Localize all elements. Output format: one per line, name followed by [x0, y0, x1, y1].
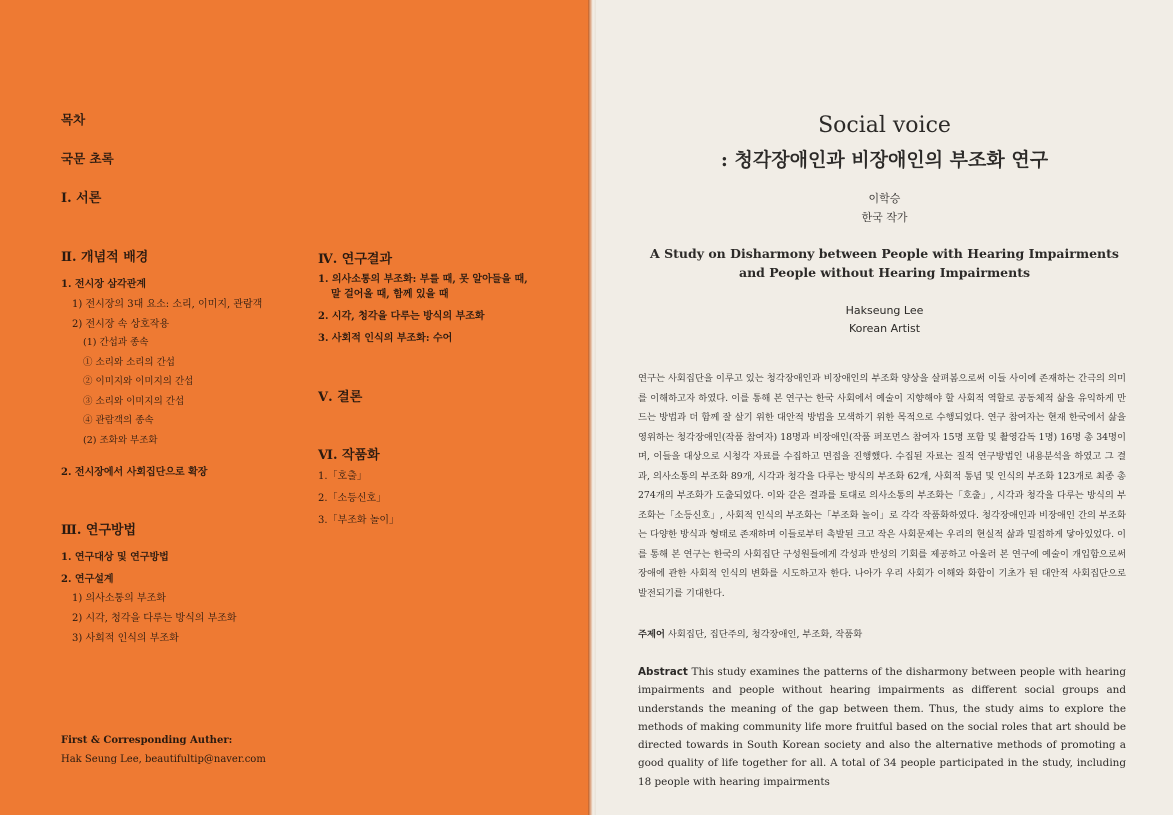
toc-abstract-kr: 국문 초록 [61, 151, 114, 166]
toc-item: 1. 전시장 삼각관계 [61, 279, 147, 290]
title-en-line-2: and People without Hearing Impairments [738, 265, 1031, 280]
author-label: First & Corresponding Auther: [61, 735, 233, 746]
keywords-text: 사회집단, 집단주의, 청각장애인, 부조화, 작품화 [667, 629, 863, 640]
toc-item: 1.「호출」 [318, 471, 367, 482]
toc-heading: 목차 [61, 112, 86, 127]
article-subtitle: : 청각장애인과 비장애인의 부조화 연구 [720, 149, 1049, 171]
right-page-article [596, 0, 1173, 815]
toc-item: ① 소리와 소리의 간섭 [83, 357, 175, 368]
toc-section-2: Ⅱ. 개념적 배경 [61, 250, 149, 265]
author-name-en: Hakseung Lee [845, 304, 924, 317]
toc-item: ④ 관람객의 종속 [83, 415, 154, 426]
toc-section-1: Ⅰ. 서론 [61, 191, 102, 206]
title-en-line-1: A Study on Disharmony between People with Hearing Impairments [650, 246, 1119, 261]
book-spine [588, 0, 596, 815]
toc-item: ③ 소리와 이미지의 간섭 [83, 396, 185, 407]
toc-section-4: Ⅳ. 연구결과 [318, 252, 393, 267]
toc-item: 1. 연구대상 및 연구방법 [61, 552, 169, 563]
toc-item: 말 걸어올 때, 함께 있을 때 [331, 289, 449, 300]
toc-item: 2.「소등신호」 [318, 493, 387, 504]
toc-item: 1) 의사소통의 부조화 [72, 593, 166, 604]
toc-item: 2) 전시장 속 상호작용 [72, 319, 170, 330]
author-role-en: Korean Artist [848, 322, 921, 335]
author-contact: Hak Seung Lee, beautifultip@naver.com [61, 754, 266, 765]
author-role-kr: 한국 작가 [861, 211, 908, 224]
article-title: Social voice [818, 113, 951, 138]
toc-section-5: Ⅴ. 결론 [318, 390, 363, 405]
keywords-line [638, 625, 1126, 645]
toc-item: 1. 의사소통의 부조화: 부를 때, 못 알아들을 때, [318, 274, 528, 285]
toc-item: 2) 시각, 청각을 다루는 방식의 부조화 [72, 613, 237, 624]
toc-section-6: Ⅵ. 작품화 [318, 448, 380, 463]
toc-item: 1) 전시장의 3대 요소: 소리, 이미지, 관람객 [72, 299, 263, 310]
abstract-text: This study examines the patterns of the disharmony between people with hearing impairments and people without hearing impairments as different social groups and understands the meaning of the gap between them. Thus, the study aims to explore the methods of making community life more fruitful based on the social roles that art should be directed towards in South Korean society and also the alternative methods of promoting a good quality of life together for all. A total of 34 people participated in the study, including 18 people with hearing impairments [638, 666, 1126, 788]
toc-item: (2) 조화와 부조화 [83, 435, 158, 446]
toc-item: ② 이미지와 이미지의 간섭 [83, 376, 194, 387]
toc-item: 2. 연구설계 [61, 574, 114, 585]
toc-item: (1) 간섭과 종속 [83, 337, 149, 348]
toc-item: 3. 사회적 인식의 부조화: 수어 [318, 333, 453, 344]
abstract-english [638, 663, 1126, 788]
toc-section-3: Ⅲ. 연구방법 [61, 523, 137, 538]
author-name-kr: 이학승 [868, 192, 901, 205]
keywords-label: 주제어 [638, 629, 665, 640]
toc-item: 2. 전시장에서 사회집단으로 확장 [61, 467, 208, 478]
toc-item: 3.「부조화 놀이」 [318, 515, 400, 526]
toc-item: 2. 시각, 청각을 다루는 방식의 부조화 [318, 311, 485, 322]
toc-item: 3) 사회적 인식의 부조화 [72, 633, 179, 644]
abstract-korean: 연구는 사회집단을 이루고 있는 청각장애인과 비장애인의 부조화 양상을 살펴봄으로써 이들 사이에 존재하는 간극의 의미를 이해하고자 하였다. 이를 통해 본 연구는 한국 사회에서 예술이 지향해야 할 사회적 역할로 공동체적 삶을 유익하게 만드는 방법과 더 함께 잘 살기 위한 대안적 방법을 모색하기 위한 목적으로 수행되었다. 연구 참여자는 현재 한국에서 삶을 영위하는 청각장애인(작품 참여자) 18명과 비장애인(작품 퍼포먼스 참여자 15명 포함 및 촬영감독 1명) 16명 총 34명이며, 이들을 대상으로 시청각 자료를 수집하고 면접을 진행했다. 수집된 자료는 질적 연구방법인 내용분석을 하였고 그 결과, 의사소통의 부조화 89개, 시각과 청각을 다루는 방식의 부조화 62개, 사회적 통념 및 인식의 부조화 123개로 최종 총 274개의 부조화가 도출되었다. 이와 같은 결과를 토대로 의사소통의 부조화는「호출」, 시각과 청각을 다루는 방식의 부조화는「소등신호」, 사회적 인식의 부조화는「부조화 놀이」로 각각 작품화하였다. 청각장애인과 비장애인 간의 부조화는 다양한 방식과 형태로 존재하며 이들로부터 촉발된 크고 작은 사회문제는 우리의 현실적 삶과 밀접하게 닿아있었다. 이를 통해 본 연구는 한국의 사회집단 구성원들에게 각성과 반성의 기회를 제공하고 아울러 본 연구에 예술이 개입함으로써 장애에 관한 사회적 인식의 변화를 시도하고자 한다. 나아가 우리 사회가 이해와 화합이 기초가 된 대안적 사회집단으로 발전되기를 기대한다. [638, 373, 1126, 599]
abstract-label: Abstract [638, 666, 688, 678]
